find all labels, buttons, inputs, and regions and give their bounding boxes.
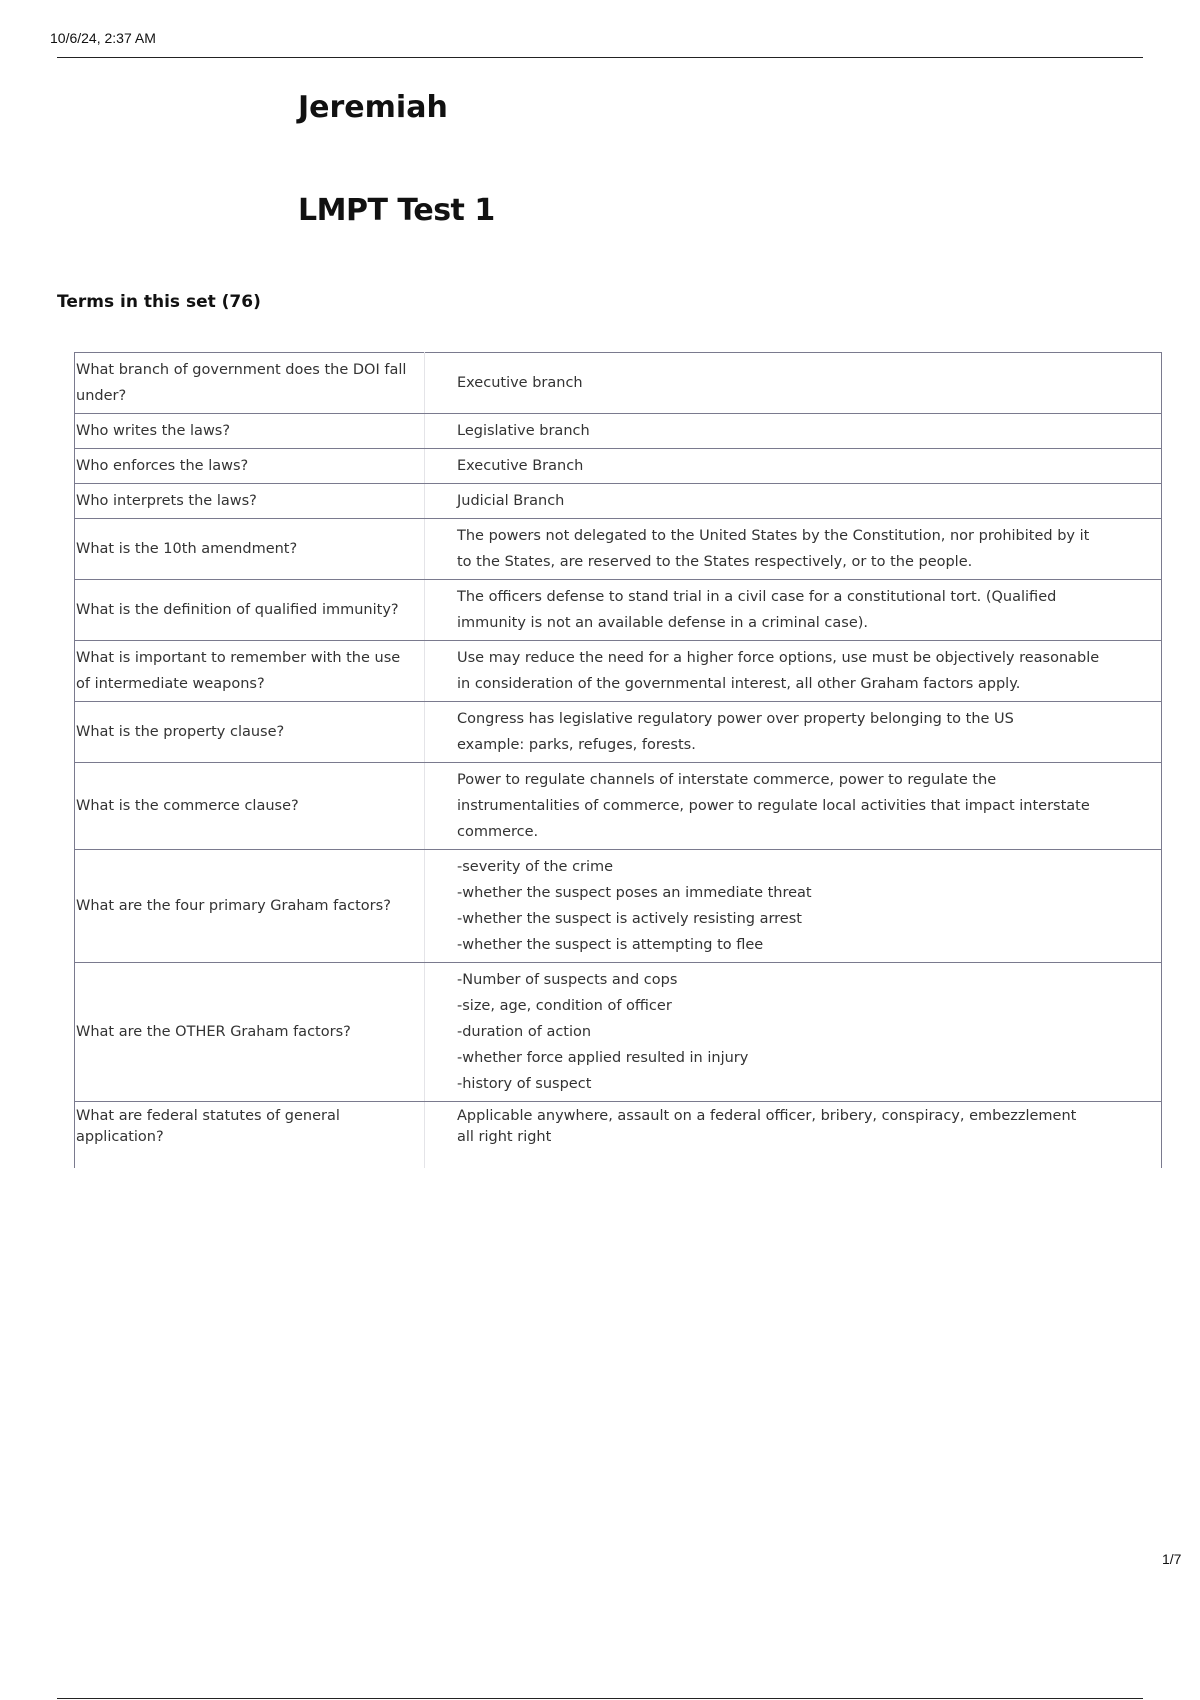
header-divider	[57, 57, 1143, 58]
definition-cell: Judicial Branch	[425, 484, 1162, 519]
footer-divider	[57, 1698, 1143, 1699]
definition-cell: -severity of the crime -whether the suspect poses an immediate threat -whether the suspect is actively resisting arrest -whether the suspect is attempting to flee	[425, 850, 1162, 963]
table-row	[75, 414, 1162, 449]
definition-cell: Executive Branch	[425, 449, 1162, 484]
page-title: LMPT Test 1	[298, 193, 495, 228]
term-cell: What are the four primary Graham factors?	[75, 850, 425, 963]
definition-cell: The powers not delegated to the United States by the Constitution, nor prohibited by it to the States, are reserved to the States respectively, or to the people.	[425, 519, 1162, 580]
table-row	[75, 484, 1162, 519]
term-cell: What are the OTHER Graham factors?	[75, 963, 425, 1102]
table-row	[75, 763, 1162, 850]
print-timestamp: 10/6/24, 2:37 AM	[50, 30, 156, 46]
definition-cell: Use may reduce the need for a higher force options, use must be objectively reasonable in consideration of the governmental interest, all other Graham factors apply.	[425, 641, 1162, 702]
terms-table	[74, 352, 1162, 1168]
definition-cell: Power to regulate channels of interstate commerce, power to regulate the instrumentalities of commerce, power to regulate local activities that impact interstate commerce.	[425, 763, 1162, 850]
definition-cell: Applicable anywhere, assault on a federal officer, bribery, conspiracy, embezzlement all right right	[425, 1102, 1162, 1169]
table-row	[75, 580, 1162, 641]
author-name: Jeremiah	[298, 90, 448, 125]
term-cell: Who interprets the laws?	[75, 484, 425, 519]
table-row	[75, 641, 1162, 702]
term-cell: What is the property clause?	[75, 702, 425, 763]
term-cell: What is the commerce clause?	[75, 763, 425, 850]
term-cell: What branch of government does the DOI fall under?	[75, 353, 425, 414]
page-number: 1/7	[1162, 1551, 1182, 1567]
terms-count-heading: Terms in this set (76)	[57, 292, 261, 312]
definition-cell: -Number of suspects and cops -size, age, condition of officer -duration of action -whether force applied resulted in injury -history of suspect	[425, 963, 1162, 1102]
table-row	[75, 963, 1162, 1102]
term-cell: What is the definition of qualified immunity?	[75, 580, 425, 641]
table-row	[75, 702, 1162, 763]
definition-cell: Executive branch	[425, 353, 1162, 414]
table-row	[75, 449, 1162, 484]
definition-cell: Congress has legislative regulatory power over property belonging to the US example: parks, refuges, forests.	[425, 702, 1162, 763]
term-cell: What is the 10th amendment?	[75, 519, 425, 580]
term-cell: What is important to remember with the use of intermediate weapons?	[75, 641, 425, 702]
definition-cell: The officers defense to stand trial in a civil case for a constitutional tort. (Qualified immunity is not an available defense in a criminal case).	[425, 580, 1162, 641]
table-row	[75, 519, 1162, 580]
table-row	[75, 850, 1162, 963]
table-row	[75, 1102, 1162, 1169]
table-row	[75, 353, 1162, 414]
term-cell: Who writes the laws?	[75, 414, 425, 449]
term-cell: What are federal statutes of general application?	[75, 1102, 425, 1169]
term-cell: Who enforces the laws?	[75, 449, 425, 484]
definition-cell: Legislative branch	[425, 414, 1162, 449]
